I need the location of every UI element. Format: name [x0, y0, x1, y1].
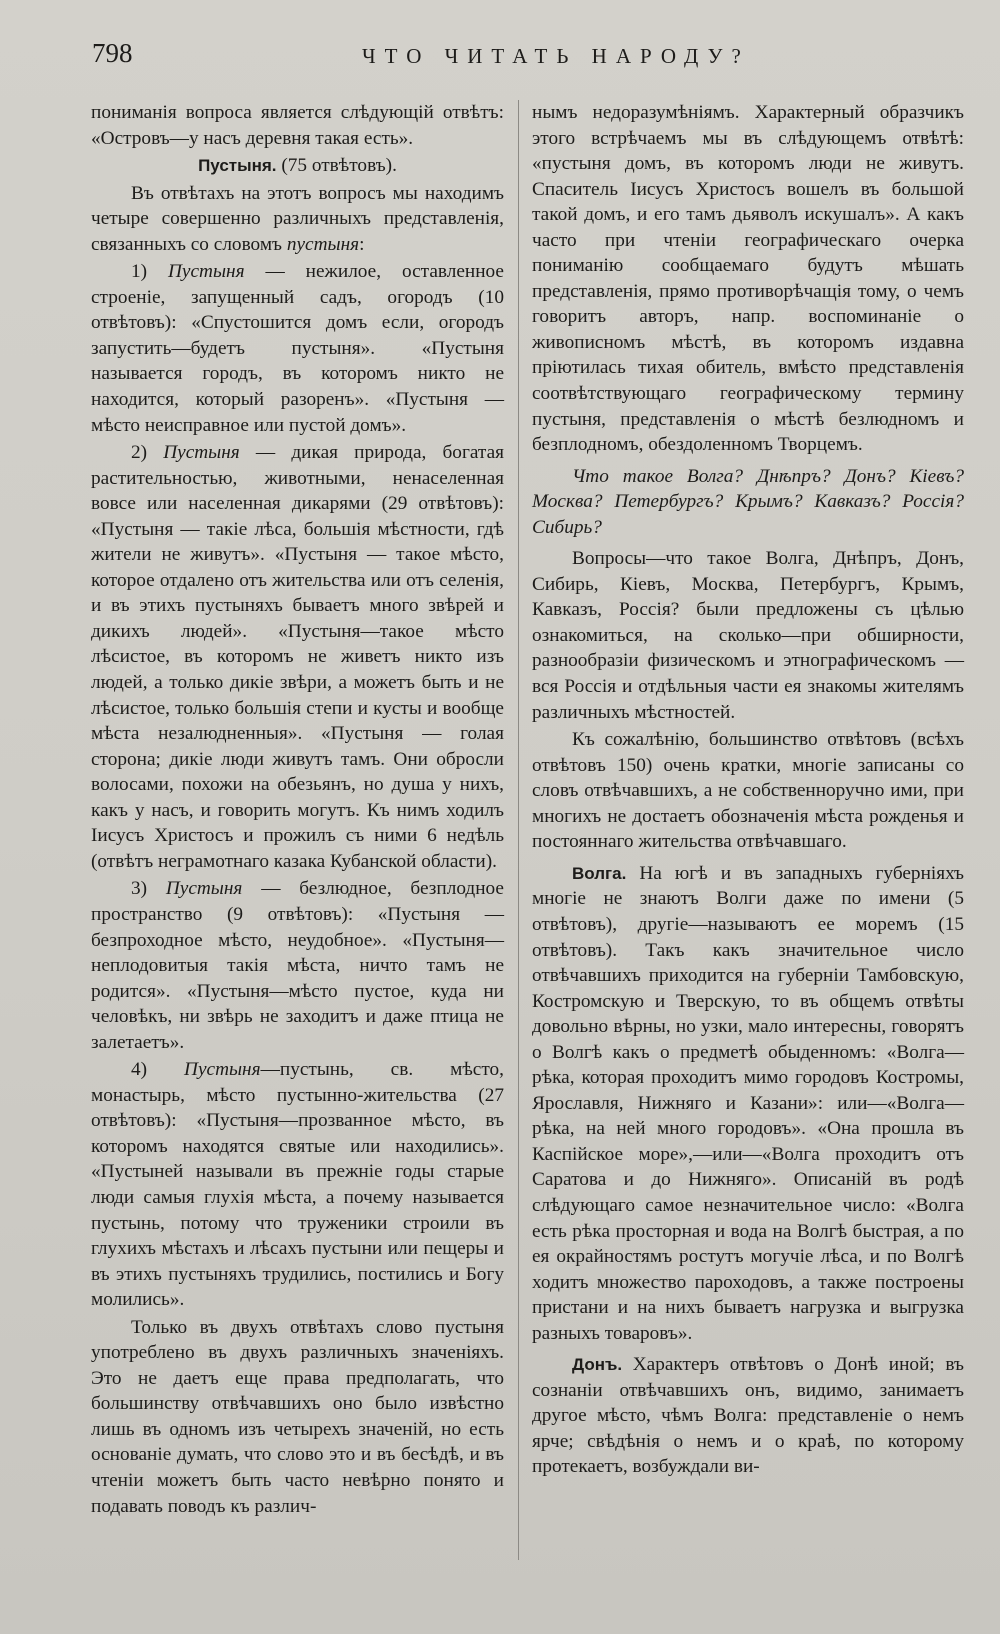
page-number: 798: [92, 38, 133, 68]
italic-term: пустыня: [286, 233, 360, 255]
questions-heading: [532, 464, 964, 541]
italic-term: Пустыня: [165, 878, 243, 900]
item-number: 2): [131, 442, 164, 464]
paragraph-continuation: нымъ недоразумѣніямъ. Характерный образчикъ этого встрѣчаемъ мы въ слѣдующемъ отвѣтѣ: «пустыня домъ, въ которомъ люди не живутъ. Спаситель Іисусъ Христосъ вошелъ въ большой такой домъ, и его тамъ дьяволъ искушалъ». А какъ часто при чтеніи географическаго очерка пониманію сообщаемаго будутъ мѣшать представленія, прямо противорѣчащія тому, о чемъ говоритъ авторъ, напр. воспоминаніе о живописномъ мѣстѣ, въ которомъ издавна пріютилась тихая обитель, вмѣсто представленія соотвѣтствующаго географическому термину пустыня, представленія о мѣстѣ безлюдномъ и безплодномъ, обездоленномъ Творцемъ.: [532, 102, 964, 456]
paragraph-continuation: пониманія вопроса является слѣдующій отвѣтъ: «Островъ—у насъ деревня такая есть».: [91, 102, 504, 149]
running-title: ЧТО ЧИТАТЬ НАРОДУ?: [362, 44, 750, 68]
paragraph-meaning-2: [91, 440, 504, 874]
text-run: — нежилое, оставленное строеніе, запущенный садъ, огородъ (10 отвѣтовъ): «Спустошится домъ если, огородъ запустить—будетъ пустыня». «Пустыня называется городъ, въ которомъ никто не находится, который разоренъ». «Пустыня — мѣсто неисправное или пустой домъ».: [91, 261, 504, 436]
paragraph-only-two: Только въ двухъ отвѣтахъ слово пустыня употреблено въ двухъ различныхъ значеніяхъ. Это не даетъ еще права предполагать, что большинству отвѣчавшихъ оно было извѣстно лишь въ одномъ изъ четырехъ значеній, но есть основаніе думать, что слово это и въ бесѣдѣ, и въ чтеніи можетъ быть часто невѣрно понято и подавать поводъ къ различ-: [91, 1316, 504, 1517]
section-heading-pustynia: [91, 153, 504, 179]
text-run: —пустынь, св. мѣсто, монастырь, мѣсто пустынно-жительства (27 отвѣтовъ): «Пустыня—прозванное мѣсто, въ которомъ находятся святые или находились». «Пустыней называли въ прежніе годы старые люди самыя глухія мѣста, а почему называется пустынь, потому что труженики строили въ глухихъ мѣстахъ и лѣсахъ пустыни или пещеры и въ этихъ пустыняхъ трудились, постились и Богу молились».: [91, 1059, 504, 1311]
text-run: — безлюдное, безплодное пространство (9 отвѣтовъ): «Пустыня — безпроходное мѣсто, неудобное». «Пустыня—неплодовитыя такія мѣста, ничто тамъ не родится». «Пустыня—мѣсто пустое, куда ни человѣкъ, ни звѣрь не заходитъ и даже птица не залетаетъ».: [91, 878, 504, 1053]
right-column: [532, 100, 964, 1480]
heading-count: (75 отвѣтовъ).: [276, 155, 397, 177]
left-column: [91, 100, 504, 1519]
text-run: Характеръ отвѣтовъ о Донѣ иной; въ сознаніи отвѣчавшихъ онъ, видимо, занимаетъ другое мѣсто, чѣмъ Волга: представленіе о немъ ярче; свѣдѣнія о немъ и о краѣ, по которому протекаетъ, возбуждали ви-: [532, 1354, 964, 1478]
heading-word: Волга.: [572, 863, 627, 883]
item-number: 3): [131, 878, 166, 900]
paragraph-intro: [91, 181, 504, 258]
paragraph-don: [532, 1352, 964, 1480]
heading-word: Донъ.: [572, 1355, 623, 1375]
italic-term: Пустыня: [163, 442, 240, 464]
paragraph-regret: Къ сожалѣнію, большинство отвѣтовъ (всѣхъ отвѣтовъ 150) очень кратки, многіе записаны со словъ отвѣчавшихъ, а не собственноручно ими, при многихъ не достаетъ обозначенія мѣста рожденья и постояннаго жительства отвѣчавшаго.: [532, 729, 964, 853]
item-number: 1): [131, 261, 168, 283]
paragraph-meaning-1: [91, 259, 504, 438]
paragraph-volga: [532, 861, 964, 1346]
paragraph-meaning-3: [91, 876, 504, 1055]
column-divider: [518, 100, 519, 1560]
italic-questions: Что такое Волга? Днѣпръ? Донъ? Кіевъ? Москва? Петербургъ? Крымъ? Кавказъ? Россія? Сибирь?: [532, 465, 964, 538]
text-run: Въ отвѣтахъ на этотъ вопросъ мы находимъ четыре совершенно различныхъ представленія, связанныхъ со словомъ: [91, 182, 504, 255]
italic-term: Пустыня: [167, 261, 245, 283]
heading-word: Пустыня.: [198, 156, 277, 176]
paragraph-questions: Вопросы—что такое Волга, Днѣпръ, Донъ, Сибирь, Кіевъ, Москва, Петербургъ, Крымъ, Кавказъ, Россія? были предложены съ цѣлью ознакомиться, на сколько—при обширности, разнообразіи физическомъ и этнографическомъ — вся Россія и отдѣльныя части ея знакомы жителямъ различныхъ мѣстностей.: [532, 548, 964, 723]
item-number: 4): [131, 1059, 185, 1081]
text-run: :: [359, 233, 365, 255]
italic-term: Пустыня: [184, 1059, 261, 1081]
paragraph-meaning-4: [91, 1057, 504, 1312]
text-run: — дикая природа, богатая растительностью, животными, ненаселенная вовсе или населенная дикарями (29 отвѣтовъ): «Пустыня — такіе лѣса, большія мѣстности, гдѣ жители не живутъ». «Пустыня — такое мѣсто, которое отдалено отъ жительства или отъ селенія, и въ этихъ пустыняхъ бываетъ много звѣрей и дикихъ людей». «Пустыня—такое мѣсто лѣсистое, въ которомъ не живетъ никто изъ людей, а только дикіе звѣри, а можетъ быть и не лѣсистое, только большія степи и кусты и вообще мѣста незалюдненныя». «Пустыня — голая сторона; дикіе люди живутъ тамъ. Они обросли волосами, похожи на обезьянъ, но душа у нихъ, какъ у насъ, и говорить могутъ. Къ нимъ ходилъ Іисусъ Христосъ и прожилъ съ ними 6 недѣль (отвѣтъ неграмотнаго казака Кубанской области).: [91, 442, 504, 872]
text-run: На югѣ и въ западныхъ губерніяхъ многіе не знаютъ Волги даже по имени (5 отвѣтовъ), другіе—называютъ ее моремъ (15 отвѣтовъ). Такъ какъ значительное число отвѣчавшихъ приходится на губерніи Тамбовскую, Костромскую и Тверскую, то въ общемъ отвѣты довольно вѣрны, но узки, мало интересны, говорятъ о Волгѣ какъ о предметѣ обыденномъ: «Волга—рѣка, которая проходитъ мимо городовъ Костромы, Ярославля, Нижняго и Казани»: или—«Волга—рѣка, на ней много городовъ». «Она прошла въ Каспійское море»,—или—«Волга проходитъ отъ Саратова и до Нижняго». Описаній въ родѣ слѣдующаго самое незначительное число: «Волга есть рѣка просторная и вода на Волгѣ быстрая, а по ея окрайностямъ ростутъ могучіе лѣса, и по Волгѣ ходитъ множество пароходовъ, а также построены пристани и на нихъ бываетъ нагрузка и выгрузка разныхъ товаровъ».: [532, 862, 964, 1344]
page-header: [92, 38, 920, 78]
